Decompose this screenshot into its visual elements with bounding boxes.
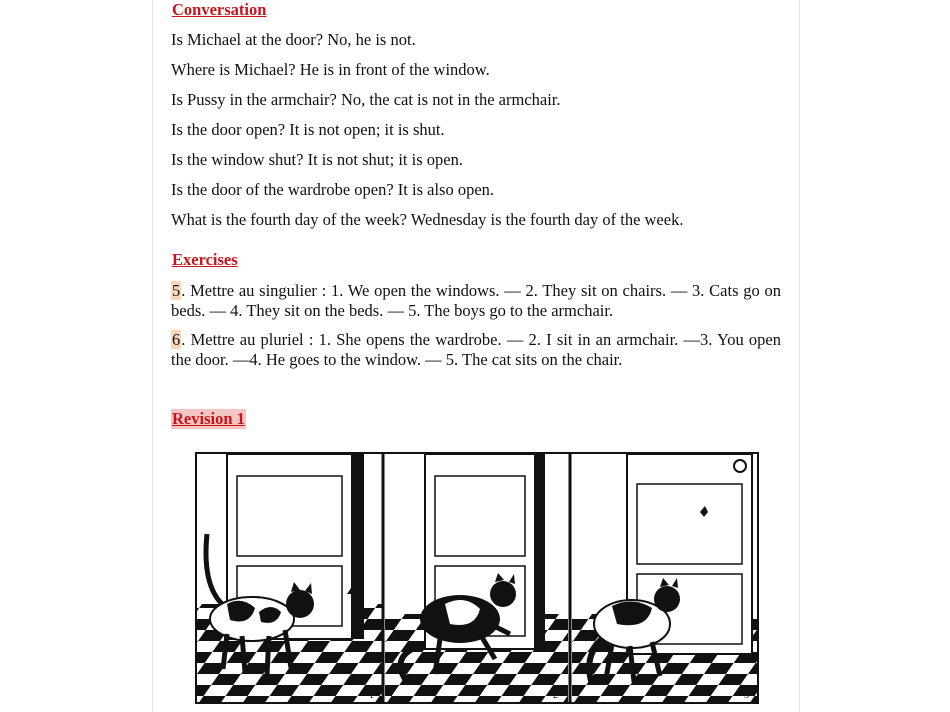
panel-number: 3: [744, 690, 749, 701]
revision-section: [171, 409, 781, 429]
panel-number: 2: [553, 690, 558, 701]
document-page: [152, 0, 800, 712]
exercises-section: [171, 250, 781, 270]
illustration-svg: [197, 454, 757, 702]
panel-2: [385, 454, 568, 702]
panel-3: [572, 454, 757, 702]
conversation-line: What is the fourth day of the week? Wednesday is the fourth day of the week.: [171, 210, 684, 229]
conversation-line: Is the door of the wardrobe open? It is also open.: [171, 180, 495, 199]
exercise-item: [171, 330, 781, 370]
conversation-line: Is the door open? It is not open; it is shut.: [171, 120, 445, 139]
exercises-heading: Exercises: [172, 250, 238, 269]
conversation-line: Is the window shut? It is not shut; it is open.: [171, 150, 463, 169]
cat-door-illustration: [195, 452, 759, 704]
exercise-number: 5: [172, 281, 181, 300]
panel-1: [197, 454, 382, 702]
exercise-text: . Mettre au pluriel : 1. She opens the wardrobe. — 2. I sit in an armchair. —3. You open the door. —4. He goes to the window. — 5. The cat sits on the chair.: [171, 330, 781, 369]
panel-number: 1: [369, 690, 374, 701]
revision-heading: Revision 1: [172, 409, 245, 428]
conversation-line: Is Michael at the door? No, he is not.: [171, 30, 416, 49]
conversation-line: Is Pussy in the armchair? No, the cat is not in the armchair.: [171, 90, 561, 109]
conversation-section: [171, 0, 781, 20]
exercise-text: . Mettre au singulier : 1. We open the windows. — 2. They sit on chairs. — 3. Cats go on beds. — 4. They sit on the beds. — 5. The boys go to the armchair.: [171, 281, 781, 320]
conversation-heading: Conversation: [172, 0, 267, 19]
exercise-number: 6: [172, 330, 181, 349]
exercise-item: [171, 281, 781, 321]
conversation-line: Where is Michael? He is in front of the window.: [171, 60, 490, 79]
